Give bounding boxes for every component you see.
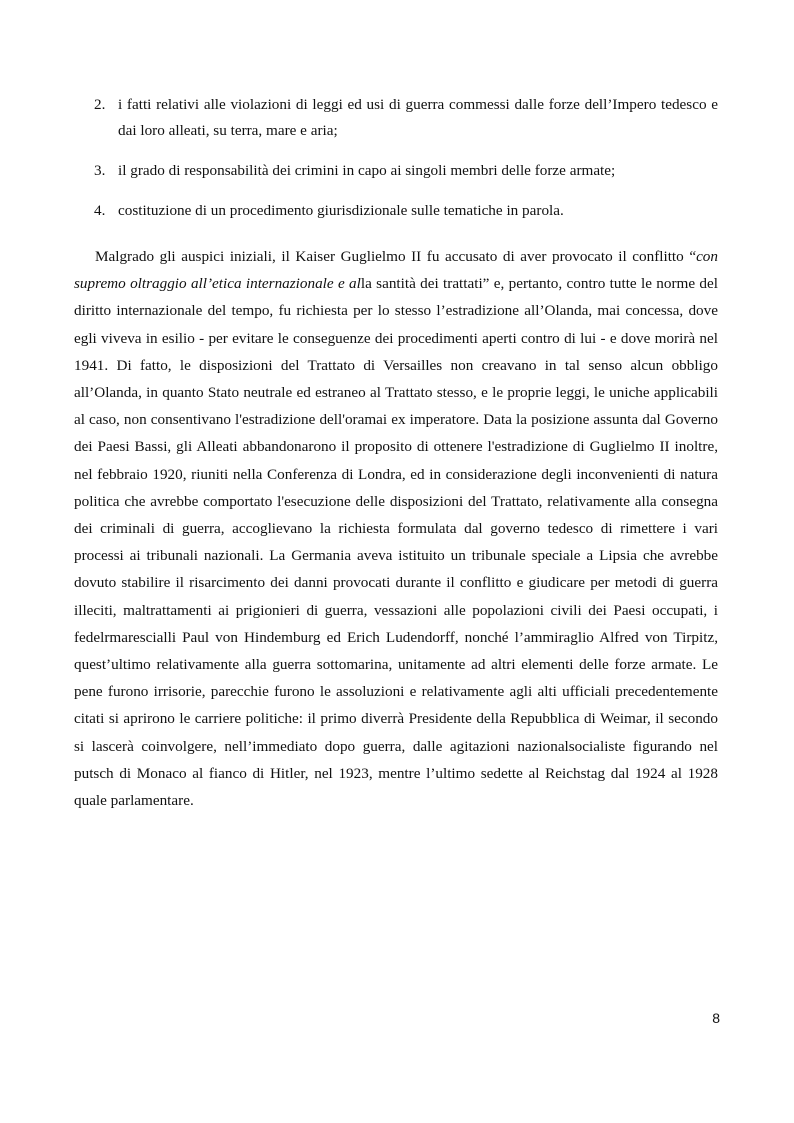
paragraph-quote-italic: con supremo oltraggio all’etica internazionale e al [74, 248, 718, 293]
list-item-text: il grado di responsabilità dei crimini in capo ai singoli membri delle forze armate; [118, 162, 616, 179]
page-number: 8 [712, 1010, 720, 1026]
body-paragraph [74, 243, 718, 814]
list-item-number: 2. [94, 96, 106, 113]
list-item [94, 198, 718, 224]
paragraph-text-start: Malgrado gli auspici iniziali, il Kaiser Guglielmo II fu accusato di aver provocato il conflitto “ [95, 248, 697, 265]
list-item [94, 158, 718, 184]
list-item-number: 4. [94, 202, 106, 219]
list-item [94, 92, 718, 144]
paragraph-text-rest: la santità dei trattati” e, pertanto, contro tutte le norme del diritto internazionale del tempo, fu richiesta per lo stesso l’estradizione all’Olanda, mai concessa, dove egli viveva in esilio - per evitare le conseguenze dei procedimenti aperti contro di lui - e dove morirà nel 1941. Di fatto, le disposizioni del Trattato di Versailles non creavano in tal senso alcun obbligo all’Olanda, in quanto Stato neutrale ed estraneo al Trattato stesso, e le proprie leggi, le uniche applicabili al caso, non consentivano l'estradizione dell'oramai ex imperatore. Data la posizione assunta dal Governo dei Paesi Bassi, gli Alleati abbandonarono il proposito di ottenere l'estradizione di Guglielmo II inoltre, nel febbraio 1920, riuniti nella Conferenza di Londra, ed in considerazione degli inconvenienti di natura politica che avrebbe comportato l'esecuzione delle disposizioni del Trattato, relativamente alla consegna dei criminali di guerra, accoglievano la richiesta formulata dal governo tedesco di rimettere i vari processi ai tribunali nazionali. La Germania aveva istituito un tribunale speciale a Lipsia che avrebbe dovuto stabilire il risarcimento dei danni provocati durante il conflitto e giudicare per metodi di guerra illeciti, maltrattamenti ai prigionieri di guerra, vessazioni alle popolazioni civili dei Paesi occupati, i fedelrmarescialli Paul von Hindemburg ed Erich Ludendorff, nonché l’ammiraglio Alfred von Tirpitz, quest’ultimo relativamente alla guerra sottomarina, unitamente ad altri elementi delle forze armate. Le pene furono irrisorie, parecchie furono le assoluzioni e relativamente agli alti ufficiali precedentemente citati si aprirono le carriere politiche: il primo diverrà Presidente della Repubblica di Weimar, il secondo si lascerà coinvolgere, nell’immediato dopo guerra, dalle agitazioni nazionalsocialiste figurando nel putsch di Monaco al fianco di Hitler, nel 1923, mentre l’ultimo sedette al Reichstag dal 1924 al 1928 quale parlamentare. [74, 275, 718, 810]
list-item-number: 3. [94, 162, 106, 179]
list-item-text: costituzione di un procedimento giurisdizionale sulle tematiche in parola. [118, 202, 564, 219]
list-item-text: i fatti relativi alle violazioni di leggi ed usi di guerra commessi dalle forze dell’Impero tedesco e dai loro alleati, su terra, mare e aria; [118, 96, 718, 139]
numbered-list [94, 92, 718, 238]
